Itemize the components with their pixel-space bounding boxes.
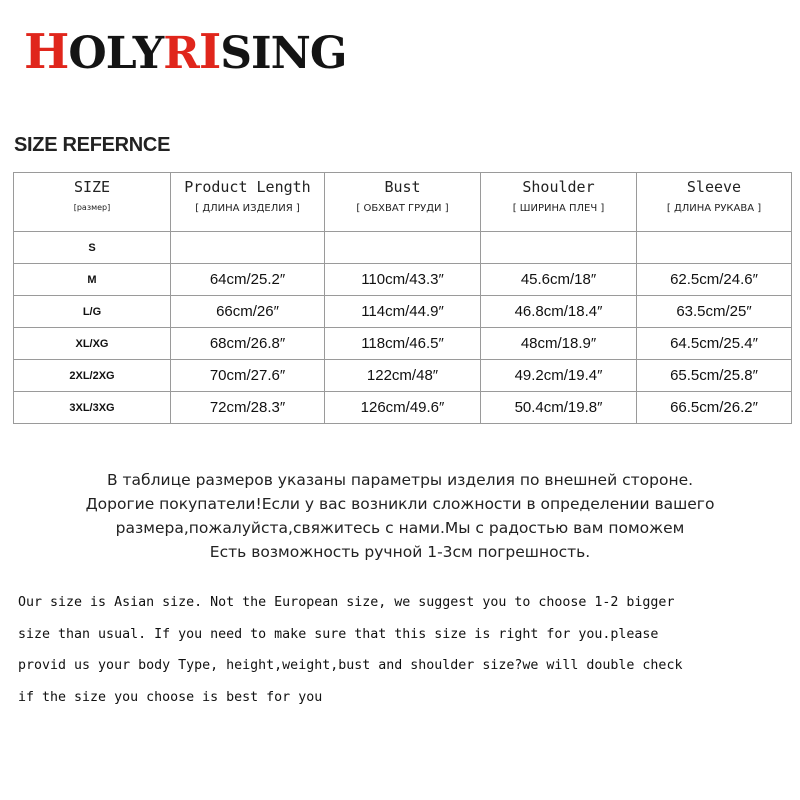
header-shoulder-en: Shoulder (522, 178, 595, 196)
header-bust (325, 173, 481, 232)
cell-sleeve: 64.5cm/25.4″ (637, 328, 792, 360)
note-line: размера,пожалуйста,свяжитесь с нами.Мы с радостью вам поможем (115, 519, 685, 537)
header-length (171, 173, 325, 232)
table-header-row (14, 173, 792, 232)
russian-size-note (0, 468, 800, 564)
cell-shoulder: 48cm/18.9″ (481, 328, 637, 360)
cell-shoulder: 45.6cm/18″ (481, 264, 637, 296)
note-line: if the size you choose is best for you (18, 689, 323, 705)
cell-bust (325, 232, 481, 264)
size-reference-heading: SIZE REFERNCE (14, 134, 171, 156)
cell-sleeve: 63.5cm/25″ (637, 296, 792, 328)
brand-logo (24, 24, 347, 80)
cell-sleeve: 66.5cm/26.2″ (637, 392, 792, 424)
logo-letter: I (198, 24, 221, 80)
english-size-note (18, 590, 793, 716)
cell-bust: 110cm/43.3″ (325, 264, 481, 296)
header-size-ru: [размер] (73, 203, 111, 212)
table-row (14, 232, 792, 264)
table-row (14, 392, 792, 424)
note-line: Есть возможность ручной 1-3см погрешность. (209, 543, 591, 561)
table-row (14, 360, 792, 392)
cell-size: 2XL/2XG (14, 360, 171, 392)
cell-length: 68cm/26.8″ (171, 328, 325, 360)
logo-letter: SING (220, 28, 347, 79)
cell-bust: 126cm/49.6″ (325, 392, 481, 424)
cell-length (171, 232, 325, 264)
cell-sleeve (637, 232, 792, 264)
table-row (14, 328, 792, 360)
cell-sleeve: 62.5cm/24.6″ (637, 264, 792, 296)
cell-size: XL/XG (14, 328, 171, 360)
cell-length: 64cm/25.2″ (171, 264, 325, 296)
cell-shoulder: 50.4cm/19.8″ (481, 392, 637, 424)
header-shoulder (481, 173, 637, 232)
cell-size: S (14, 232, 171, 264)
note-line: provid us your body Type, height,weight,bust and shoulder size?we will double check (18, 658, 683, 673)
cell-sleeve: 65.5cm/25.8″ (637, 360, 792, 392)
header-length-en: Product Length (184, 178, 311, 196)
header-size (14, 173, 171, 232)
cell-shoulder (481, 232, 637, 264)
cell-bust: 122cm/48″ (325, 360, 481, 392)
header-sleeve-ru: [ ДЛИНА РУКАВА ] (666, 203, 762, 214)
header-bust-ru: [ ОБХВАТ ГРУДИ ] (356, 203, 449, 214)
logo-letter: H (24, 24, 69, 80)
logo-letter: OLY (68, 28, 164, 79)
note-line: В таблице размеров указаны параметры изделия по внешней стороне. (106, 471, 694, 489)
cell-length: 70cm/27.6″ (171, 360, 325, 392)
header-shoulder-ru: [ ШИРИНА ПЛЕЧ ] (512, 203, 605, 214)
cell-length: 66cm/26″ (171, 296, 325, 328)
header-size-en: SIZE (73, 178, 111, 196)
cell-shoulder: 49.2cm/19.4″ (481, 360, 637, 392)
cell-size: M (14, 264, 171, 296)
header-sleeve (637, 173, 792, 232)
table-row (14, 264, 792, 296)
cell-size: L/G (14, 296, 171, 328)
logo-letter: R (163, 28, 199, 79)
table-row (14, 296, 792, 328)
cell-shoulder: 46.8cm/18.4″ (481, 296, 637, 328)
cell-bust: 114cm/44.9″ (325, 296, 481, 328)
size-table (13, 172, 792, 424)
header-bust-en: Bust (384, 178, 421, 196)
cell-bust: 118cm/46.5″ (325, 328, 481, 360)
note-line: size than usual. If you need to make sure that this size is right for you.please (18, 626, 659, 642)
cell-length: 72cm/28.3″ (171, 392, 325, 424)
cell-size: 3XL/3XG (14, 392, 171, 424)
header-sleeve-en: Sleeve (686, 178, 742, 196)
header-length-ru: [ ДЛИНА ИЗДЕЛИЯ ] (195, 203, 300, 214)
note-line: Our size is Asian size. Not the European size, we suggest you to choose 1-2 bigger (18, 595, 675, 610)
note-line: Дорогие покупатели!Если у вас возникли сложности в определении вашего (85, 495, 715, 513)
